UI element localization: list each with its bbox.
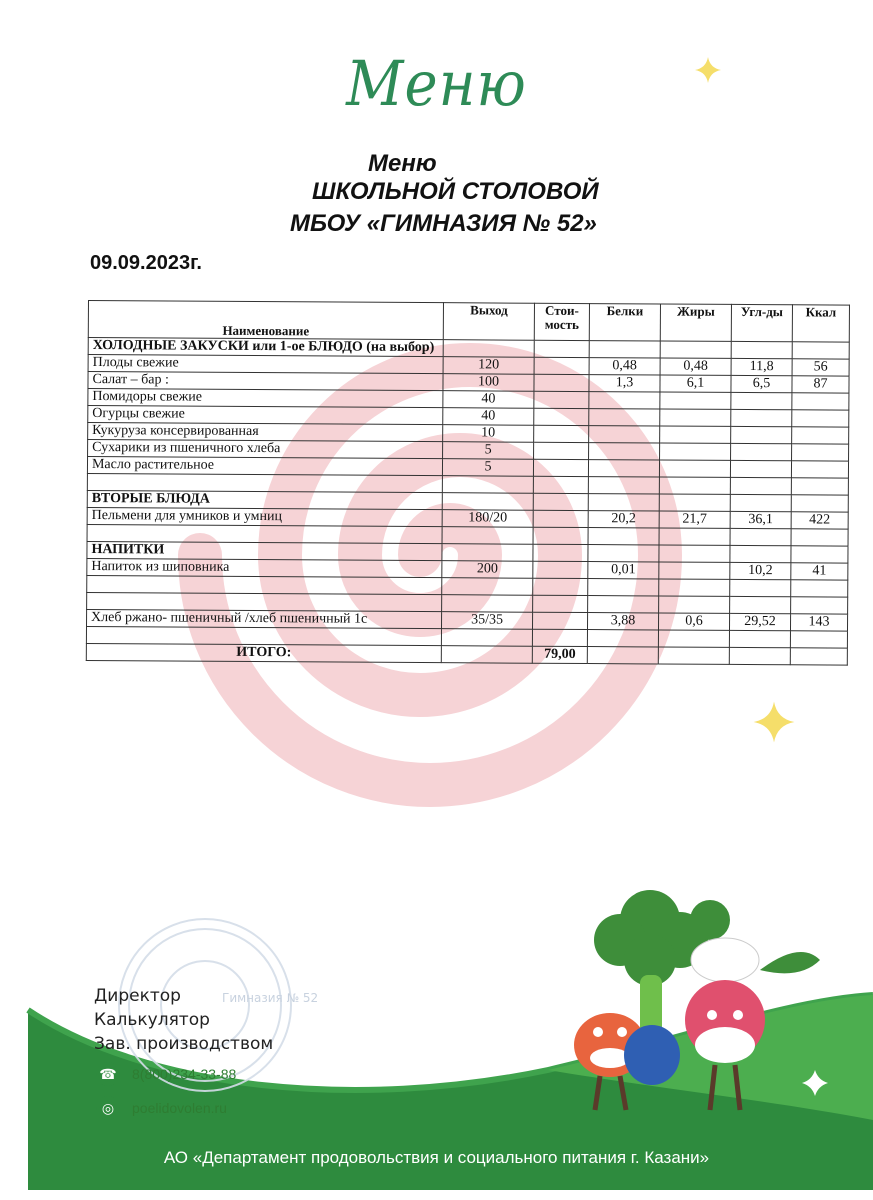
cell-carbs: 29,52 bbox=[729, 613, 790, 630]
cell-name bbox=[87, 524, 442, 543]
cell-carbs bbox=[729, 630, 790, 647]
cell-protein bbox=[589, 426, 660, 443]
total-fat-cell bbox=[658, 647, 729, 664]
cell-protein bbox=[588, 460, 659, 477]
cell-output: 40 bbox=[443, 391, 534, 409]
cell-carbs bbox=[730, 494, 791, 511]
signature-calculator: Калькулятор bbox=[94, 1010, 210, 1030]
cell-name: Огурцы свежие bbox=[88, 406, 443, 425]
cell-protein: 1,3 bbox=[589, 375, 660, 392]
cell-cost bbox=[533, 476, 588, 493]
cell-name: ХОЛОДНЫЕ ЗАКУСКИ или 1-ое БЛЮДО (на выбор) bbox=[88, 338, 443, 357]
phone-contact[interactable] bbox=[96, 1062, 236, 1086]
cell-name bbox=[87, 575, 442, 594]
cell-protein bbox=[589, 409, 660, 426]
cell-protein bbox=[587, 630, 658, 647]
phone-number: 8(800)234-33-88 bbox=[132, 1066, 237, 1082]
header-protein: Белки bbox=[589, 304, 660, 341]
cell-fat bbox=[658, 630, 729, 647]
script-title: Меню bbox=[346, 48, 527, 121]
cell-protein bbox=[588, 545, 659, 562]
cell-kcal bbox=[792, 393, 849, 410]
cell-kcal bbox=[792, 342, 849, 359]
cell-kcal bbox=[792, 410, 849, 427]
cell-name: Плоды свежие bbox=[88, 355, 443, 374]
cell-name: ВТОРЫЕ БЛЮДА bbox=[87, 490, 442, 509]
cell-carbs bbox=[730, 596, 791, 613]
sparkle-icon bbox=[694, 56, 722, 84]
cell-cost bbox=[534, 391, 589, 408]
cell-kcal bbox=[791, 597, 848, 614]
cell-kcal bbox=[791, 580, 848, 597]
cell-protein bbox=[589, 443, 660, 460]
cell-protein: 20,2 bbox=[588, 511, 659, 528]
cell-kcal: 143 bbox=[790, 614, 847, 631]
globe-icon: ◎ bbox=[96, 1096, 120, 1120]
cell-fat bbox=[659, 460, 730, 477]
cell-fat bbox=[660, 443, 731, 460]
cell-fat bbox=[659, 528, 730, 545]
cell-name: Хлеб ржано- пшеничный /хлеб пшеничный 1с bbox=[87, 609, 442, 628]
cell-output bbox=[442, 527, 533, 545]
cell-output bbox=[442, 493, 533, 511]
cell-fat bbox=[660, 409, 731, 426]
cell-cost bbox=[532, 629, 587, 646]
cell-carbs: 6,5 bbox=[731, 375, 792, 392]
stamp-text: Гимназия № 52 bbox=[222, 991, 319, 1005]
cell-cost bbox=[534, 357, 589, 374]
cell-kcal bbox=[791, 546, 848, 563]
cell-output: 5 bbox=[442, 459, 533, 477]
cell-kcal bbox=[791, 529, 848, 546]
cell-name: Помидоры свежие bbox=[88, 389, 443, 408]
cell-cost bbox=[534, 408, 589, 425]
cell-cost bbox=[533, 544, 588, 561]
cell-cost bbox=[533, 493, 588, 510]
website-link[interactable] bbox=[96, 1096, 227, 1120]
cell-protein bbox=[589, 341, 660, 358]
cell-kcal: 56 bbox=[792, 359, 849, 376]
cell-cost bbox=[533, 595, 588, 612]
cell-protein: 0,01 bbox=[588, 562, 659, 579]
cell-output bbox=[442, 544, 533, 562]
cell-cost bbox=[534, 425, 589, 442]
header-fat: Жиры bbox=[660, 304, 731, 341]
cell-protein: 3,88 bbox=[587, 613, 658, 630]
cell-cost bbox=[532, 612, 587, 629]
cell-name bbox=[87, 592, 442, 611]
cell-fat bbox=[660, 341, 731, 358]
cell-kcal bbox=[792, 427, 849, 444]
cell-carbs bbox=[730, 477, 791, 494]
cell-fat bbox=[659, 477, 730, 494]
cell-carbs: 11,8 bbox=[731, 358, 792, 375]
cell-protein bbox=[588, 528, 659, 545]
cell-name: Салат – бар : bbox=[88, 372, 443, 391]
cell-output: 35/35 bbox=[441, 612, 532, 630]
cell-protein bbox=[588, 579, 659, 596]
cell-name: Пельмени для умников и умниц bbox=[87, 507, 442, 526]
cell-output: 180/20 bbox=[442, 510, 533, 528]
cell-protein bbox=[588, 596, 659, 613]
cell-carbs bbox=[731, 392, 792, 409]
cell-cost bbox=[534, 374, 589, 391]
cell-kcal bbox=[791, 478, 848, 495]
cell-carbs bbox=[731, 341, 792, 358]
cell-carbs: 36,1 bbox=[730, 511, 791, 528]
cell-output bbox=[443, 340, 534, 358]
signature-production-head: Зав. производством bbox=[94, 1034, 274, 1054]
cell-output: 40 bbox=[443, 408, 534, 426]
website-url: poelidovolen.ru bbox=[132, 1100, 227, 1116]
footer-company-name: АО «Департамент продовольствия и социального питания г. Казани» bbox=[163, 1148, 710, 1167]
cell-protein: 0,48 bbox=[589, 358, 660, 375]
cell-kcal bbox=[790, 631, 847, 648]
canteen-heading: ШКОЛЬНОЙ СТОЛОВОЙ bbox=[312, 178, 599, 205]
cell-output bbox=[442, 578, 533, 596]
cell-fat bbox=[659, 596, 730, 613]
header-kcal: Ккал bbox=[792, 305, 849, 342]
cell-carbs bbox=[730, 545, 791, 562]
total-carbs-cell bbox=[729, 647, 790, 664]
cell-output: 120 bbox=[443, 357, 534, 375]
cell-fat: 6,1 bbox=[660, 375, 731, 392]
cell-cost bbox=[533, 527, 588, 544]
signature-director: Директор bbox=[94, 986, 181, 1006]
cell-fat bbox=[660, 426, 731, 443]
header-carbs: Угл-ды bbox=[731, 304, 792, 341]
cell-cost bbox=[534, 340, 589, 357]
cell-output: 10 bbox=[443, 425, 534, 443]
menu-date: 09.09.2023г. bbox=[90, 252, 202, 274]
cell-name: Напиток из шиповника bbox=[87, 558, 442, 577]
cell-fat: 0,48 bbox=[660, 358, 731, 375]
cell-name: НАПИТКИ bbox=[87, 541, 442, 560]
total-kcal-cell bbox=[790, 648, 847, 665]
cell-cost bbox=[533, 561, 588, 578]
cell-carbs bbox=[730, 579, 791, 596]
cell-output bbox=[441, 629, 532, 647]
cell-fat: 21,7 bbox=[659, 511, 730, 528]
header-name: Наименование bbox=[88, 301, 443, 340]
cell-output: 5 bbox=[443, 442, 534, 460]
cell-output bbox=[442, 476, 533, 494]
cell-carbs bbox=[731, 409, 792, 426]
cell-output bbox=[442, 595, 533, 613]
menu-heading: Меню bbox=[368, 150, 437, 177]
cell-fat bbox=[659, 562, 730, 579]
cell-name: Масло растительное bbox=[87, 457, 442, 476]
cell-name: Сухарики из пшеничного хлеба bbox=[88, 440, 443, 459]
school-heading: МБОУ «ГИМНАЗИЯ № 52» bbox=[290, 210, 597, 237]
cell-kcal bbox=[791, 461, 848, 478]
cell-kcal bbox=[792, 444, 849, 461]
cell-protein bbox=[588, 494, 659, 511]
cell-cost bbox=[533, 510, 588, 527]
cell-cost bbox=[533, 459, 588, 476]
cell-protein bbox=[588, 477, 659, 494]
table-header-row bbox=[88, 301, 849, 343]
cell-cost bbox=[533, 578, 588, 595]
cell-carbs bbox=[731, 443, 792, 460]
header-cost: Стои-мость bbox=[534, 303, 589, 340]
cell-cost bbox=[534, 442, 589, 459]
cell-carbs: 10,2 bbox=[730, 562, 791, 579]
total-output-cell bbox=[441, 646, 532, 664]
total-label: ИТОГО: bbox=[86, 643, 441, 662]
cell-carbs bbox=[730, 460, 791, 477]
cell-name: Кукуруза консервированная bbox=[88, 423, 443, 442]
sparkle-icon bbox=[752, 700, 796, 744]
cell-fat bbox=[659, 545, 730, 562]
total-cost: 79,00 bbox=[532, 646, 587, 663]
cell-name bbox=[87, 473, 442, 492]
cell-kcal bbox=[791, 495, 848, 512]
cell-kcal: 41 bbox=[791, 563, 848, 580]
cell-fat: 0,6 bbox=[658, 613, 729, 630]
cell-name bbox=[86, 626, 441, 645]
cell-kcal: 87 bbox=[792, 376, 849, 393]
vegetable-characters-illustration bbox=[540, 880, 830, 1120]
phone-icon: ☎ bbox=[96, 1062, 120, 1086]
cell-carbs bbox=[731, 426, 792, 443]
cell-fat bbox=[659, 494, 730, 511]
cell-protein bbox=[589, 392, 660, 409]
cell-output: 200 bbox=[442, 561, 533, 579]
cell-fat bbox=[660, 392, 731, 409]
cell-fat bbox=[659, 579, 730, 596]
cell-kcal: 422 bbox=[791, 512, 848, 529]
total-protein-cell bbox=[587, 647, 658, 664]
cell-carbs bbox=[730, 528, 791, 545]
cell-output: 100 bbox=[443, 374, 534, 392]
header-output: Выход bbox=[443, 303, 534, 341]
menu-table bbox=[86, 300, 850, 666]
